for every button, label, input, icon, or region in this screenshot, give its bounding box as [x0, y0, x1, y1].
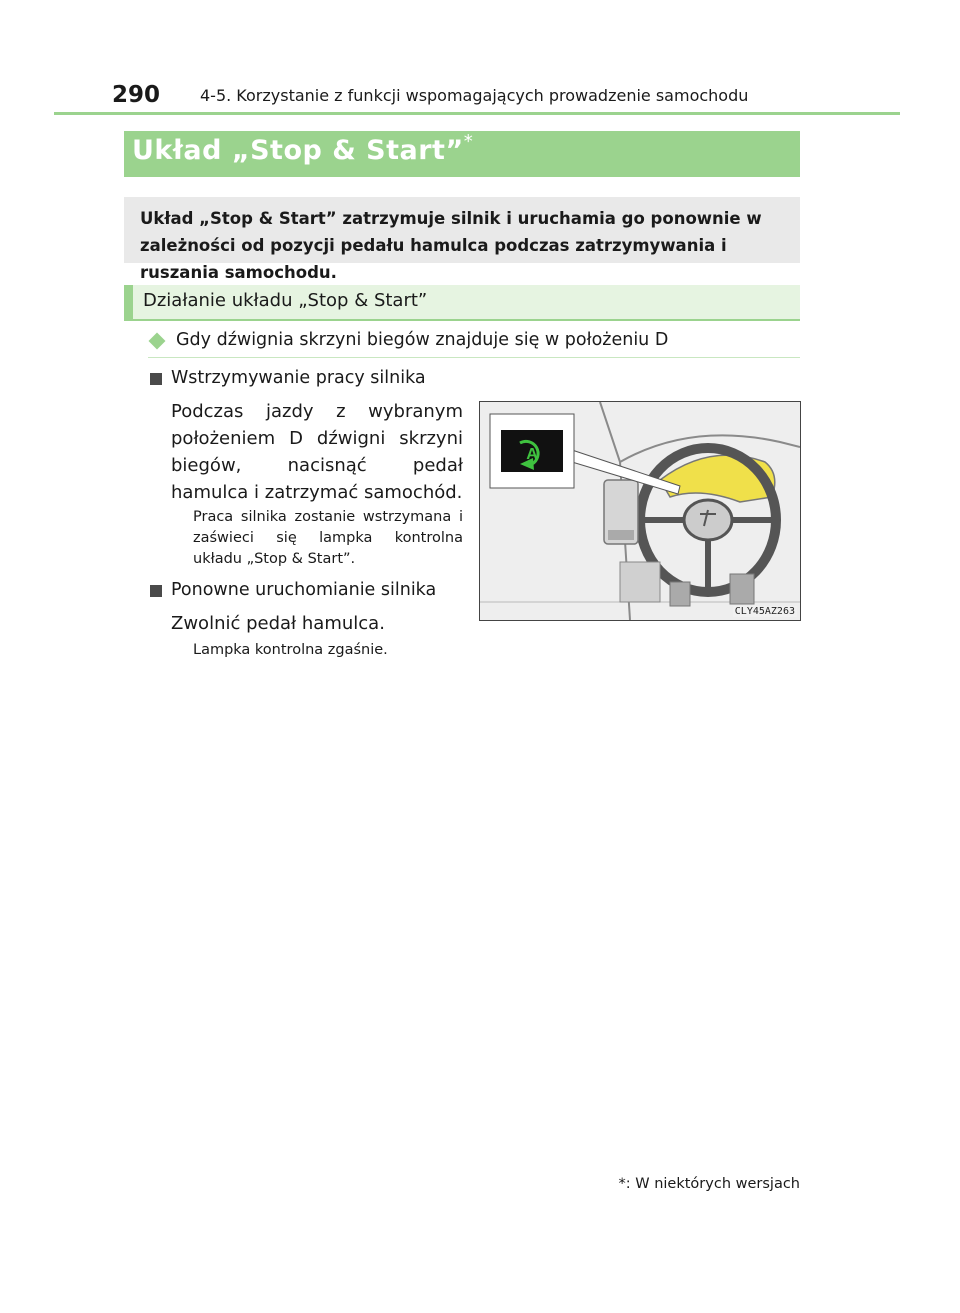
section-title: Działanie układu „Stop & Start”: [143, 290, 428, 311]
section-heading: [124, 285, 800, 321]
item-body: Podczas jazdy z wybranym położeniem D dźwigni skrzyni biegów, nacisnąć pedał hamulca i zatrzymać samochód.: [171, 401, 463, 503]
footnote-text: : W niektórych wersjach: [625, 1176, 800, 1192]
item-heading-stop: [150, 368, 450, 394]
title-bar: [124, 131, 800, 177]
chapter-title: 4-5. Korzystanie z funkcji wspomagających prowadzenie samochodu: [200, 86, 749, 105]
intro-text: Układ „Stop & Start” zatrzymuje silnik i uruchamia go ponownie w zależności od pozycji pedału hamulca podczas zatrzymywania i ruszania samochodu.: [140, 209, 762, 282]
asterisk-mark: *: [463, 131, 474, 152]
figure-code: CLY45AZ263: [734, 606, 795, 617]
header-rule: [54, 112, 900, 115]
footnote-mark: *: [618, 1176, 626, 1192]
intro-box: [124, 197, 800, 282]
item-body: Zwolnić pedał hamulca.: [171, 613, 385, 634]
page-title-text: Układ „Stop & Start”: [132, 135, 464, 166]
diamond-icon: [149, 333, 166, 350]
subsection-title: Gdy dźwignia skrzyni biegów znajduje się w położeniu D: [176, 330, 669, 350]
item-title: Ponowne uruchomianie silnika: [171, 580, 437, 600]
item-note: Praca silnika zostanie wstrzymana i zaświeci się lampka kontrolna układu „Stop & Start”.: [193, 509, 463, 567]
page-number: 290: [112, 82, 161, 108]
svg-text:A: A: [526, 446, 538, 463]
section-accent: [124, 285, 133, 319]
square-bullet-icon: [150, 373, 162, 385]
item-heading-restart: [150, 580, 450, 606]
dashboard-illustration: [479, 401, 801, 621]
dashboard-drawing: [480, 402, 800, 620]
item-title: Wstrzymywanie pracy silnika: [171, 368, 426, 388]
footnote: [619, 1176, 800, 1192]
square-bullet-icon: [150, 585, 162, 597]
page-title: [132, 131, 474, 166]
item-note: Lampka kontrolna zgaśnie.: [193, 642, 388, 658]
page-header: [112, 82, 812, 112]
subsection-heading: [148, 329, 800, 358]
